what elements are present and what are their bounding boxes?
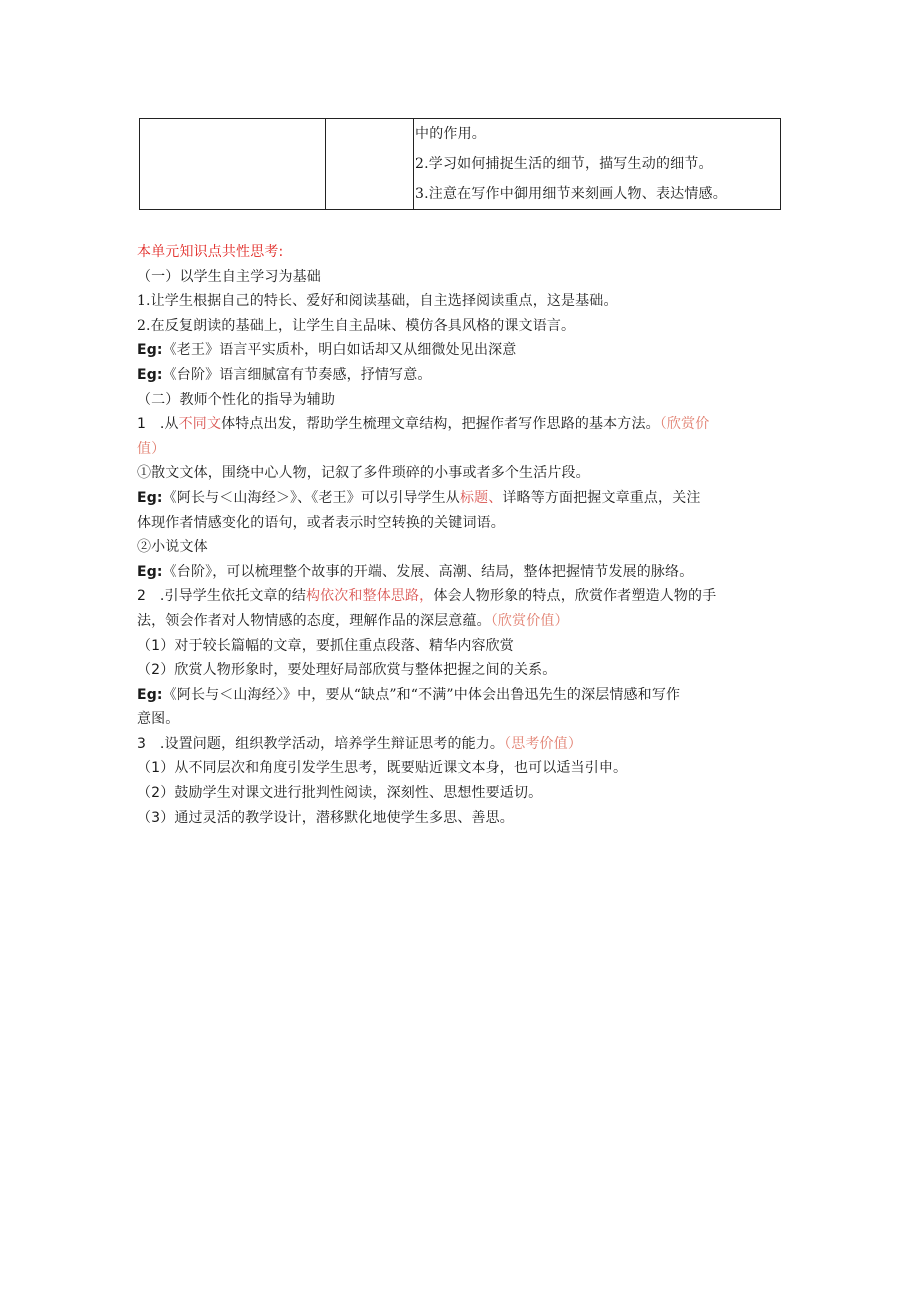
section-heading: 本单元知识点共性思考: — [137, 244, 284, 260]
eg-label: Eg: — [137, 563, 163, 580]
paragraph: 意图。 — [137, 711, 180, 728]
table-cell-objectives — [414, 119, 781, 210]
example-text: 《老王》语言平实质朴，明白如话却又从细微处见出深意 — [162, 342, 517, 359]
sub-item-number: （2） — [137, 785, 175, 802]
eg-label: Eg: — [137, 366, 163, 383]
value-tag: （欣赏价值） — [490, 612, 569, 629]
table-line: 2.学习如何捕捉生活的细节，描写生动的细节。 — [415, 156, 713, 172]
lesson-table — [139, 118, 781, 210]
highlight-text: 构依次和整体思路， — [305, 588, 434, 605]
table-line: 中的作用。 — [415, 126, 486, 142]
sub-item-number: （2） — [137, 662, 175, 679]
knowledge-section — [137, 240, 787, 830]
eg-label: Eg: — [137, 489, 163, 506]
paragraph: ①散文文体，围绕中心人物，记叙了多件琐碎的小事或者多个生活片段。 — [137, 465, 590, 482]
paragraph-continuation — [137, 609, 787, 634]
value-tag: （欣赏价 — [659, 416, 710, 433]
item-text: 体会人物形象的特点，欣赏作者塑造人物的手 — [433, 588, 717, 605]
example-text: 《阿长与＜山海经〉》中，要从“缺点”和“不满”中体会出鲁迅先生的深层情感和写作 — [162, 686, 681, 703]
table-row — [140, 119, 781, 210]
sub-item-number: （1） — [137, 760, 175, 777]
sub-item-number: （1） — [137, 637, 175, 654]
item-text: .引导学生依托文章的结 — [159, 588, 306, 605]
sub-item — [137, 781, 787, 806]
item-text: 法，领会作者对人物情感的态度，理解作品的深层意蕴。 — [137, 612, 491, 629]
paragraph: 2.在反复朗读的基础上，让学生自主品味、模仿各具风格的课文语言。 — [137, 317, 576, 334]
paragraph: 体现作者情感变化的语句，或者表示时空转换的关键词语。 — [137, 514, 505, 531]
item-number: 2 — [137, 588, 147, 605]
sub-item-text: 对于较长篇幅的文章，要抓住重点段落、精华内容欣赏 — [174, 637, 514, 654]
sub-item-text: 通过灵活的教学设计，潜移默化地使学生多思、善思。 — [174, 809, 514, 826]
sub-item-text: 从不同层次和角度引发学生思考，既要贴近课文本身，也可以适当引申。 — [174, 760, 628, 777]
example-text: 《台阶》语言细腻富有节奏感，抒情写意。 — [162, 366, 432, 383]
part-title: （二）教师个性化的指导为辅助 — [137, 391, 336, 408]
paragraph: ②小说文体 — [137, 539, 208, 556]
sub-item — [137, 806, 787, 831]
part-title: （一）以学生自主学习为基础 — [137, 268, 321, 285]
item-text: 体特点出发，帮助学生梳理文章结构，把握作者写作思路的基本方法。 — [221, 416, 660, 433]
sub-item — [137, 756, 787, 781]
numbered-item — [137, 584, 787, 609]
example-text: 详略等方面把握文章重点，关注 — [502, 489, 701, 506]
sub-item-number: （3） — [137, 809, 175, 826]
table-cell-empty-2 — [326, 119, 414, 210]
example-text: 《阿长与＜山海经＞》、《老王》可以引导学生从 — [162, 489, 460, 506]
eg-label: Eg: — [137, 342, 163, 359]
item-number: 3 — [137, 735, 147, 752]
example-line — [137, 363, 787, 388]
value-tag: 值） — [137, 440, 166, 457]
example-text: 《台阶》，可以梳理整个故事的开端、发展、高潮、结局，整体把握情节发展的脉络。 — [162, 563, 694, 580]
example-line — [137, 338, 787, 363]
sub-item-text: 欣赏人物形象时，要处理好局部欣赏与整体把握之间的关系。 — [174, 662, 557, 679]
example-line — [137, 560, 787, 585]
value-tag: （思考价值） — [504, 735, 582, 752]
eg-label: Eg: — [137, 686, 163, 703]
item-number: 1 — [137, 416, 147, 433]
item-text: .从 — [159, 416, 179, 433]
table-line: 3.注意在写作中御用细节来刻画人物、表达情感。 — [415, 186, 727, 202]
paragraph: 1.让学生根据自己的特长、爱好和阅读基础，自主选择阅读重点，这是基础。 — [137, 293, 618, 310]
numbered-item — [137, 732, 787, 757]
sub-item — [137, 658, 787, 683]
item-text: .设置问题，组织教学活动，培养学生辩证思考的能力。 — [159, 735, 505, 752]
highlight-text: 不同文 — [178, 416, 222, 433]
highlight-text: 标题、 — [459, 489, 503, 506]
sub-item — [137, 634, 787, 659]
numbered-item — [137, 412, 787, 437]
table-cell-empty-1 — [140, 119, 326, 210]
example-line — [137, 486, 787, 511]
example-line — [137, 683, 787, 708]
sub-item-text: 鼓励学生对课文进行批判性阅读，深刻性、思想性要适切。 — [174, 785, 543, 802]
